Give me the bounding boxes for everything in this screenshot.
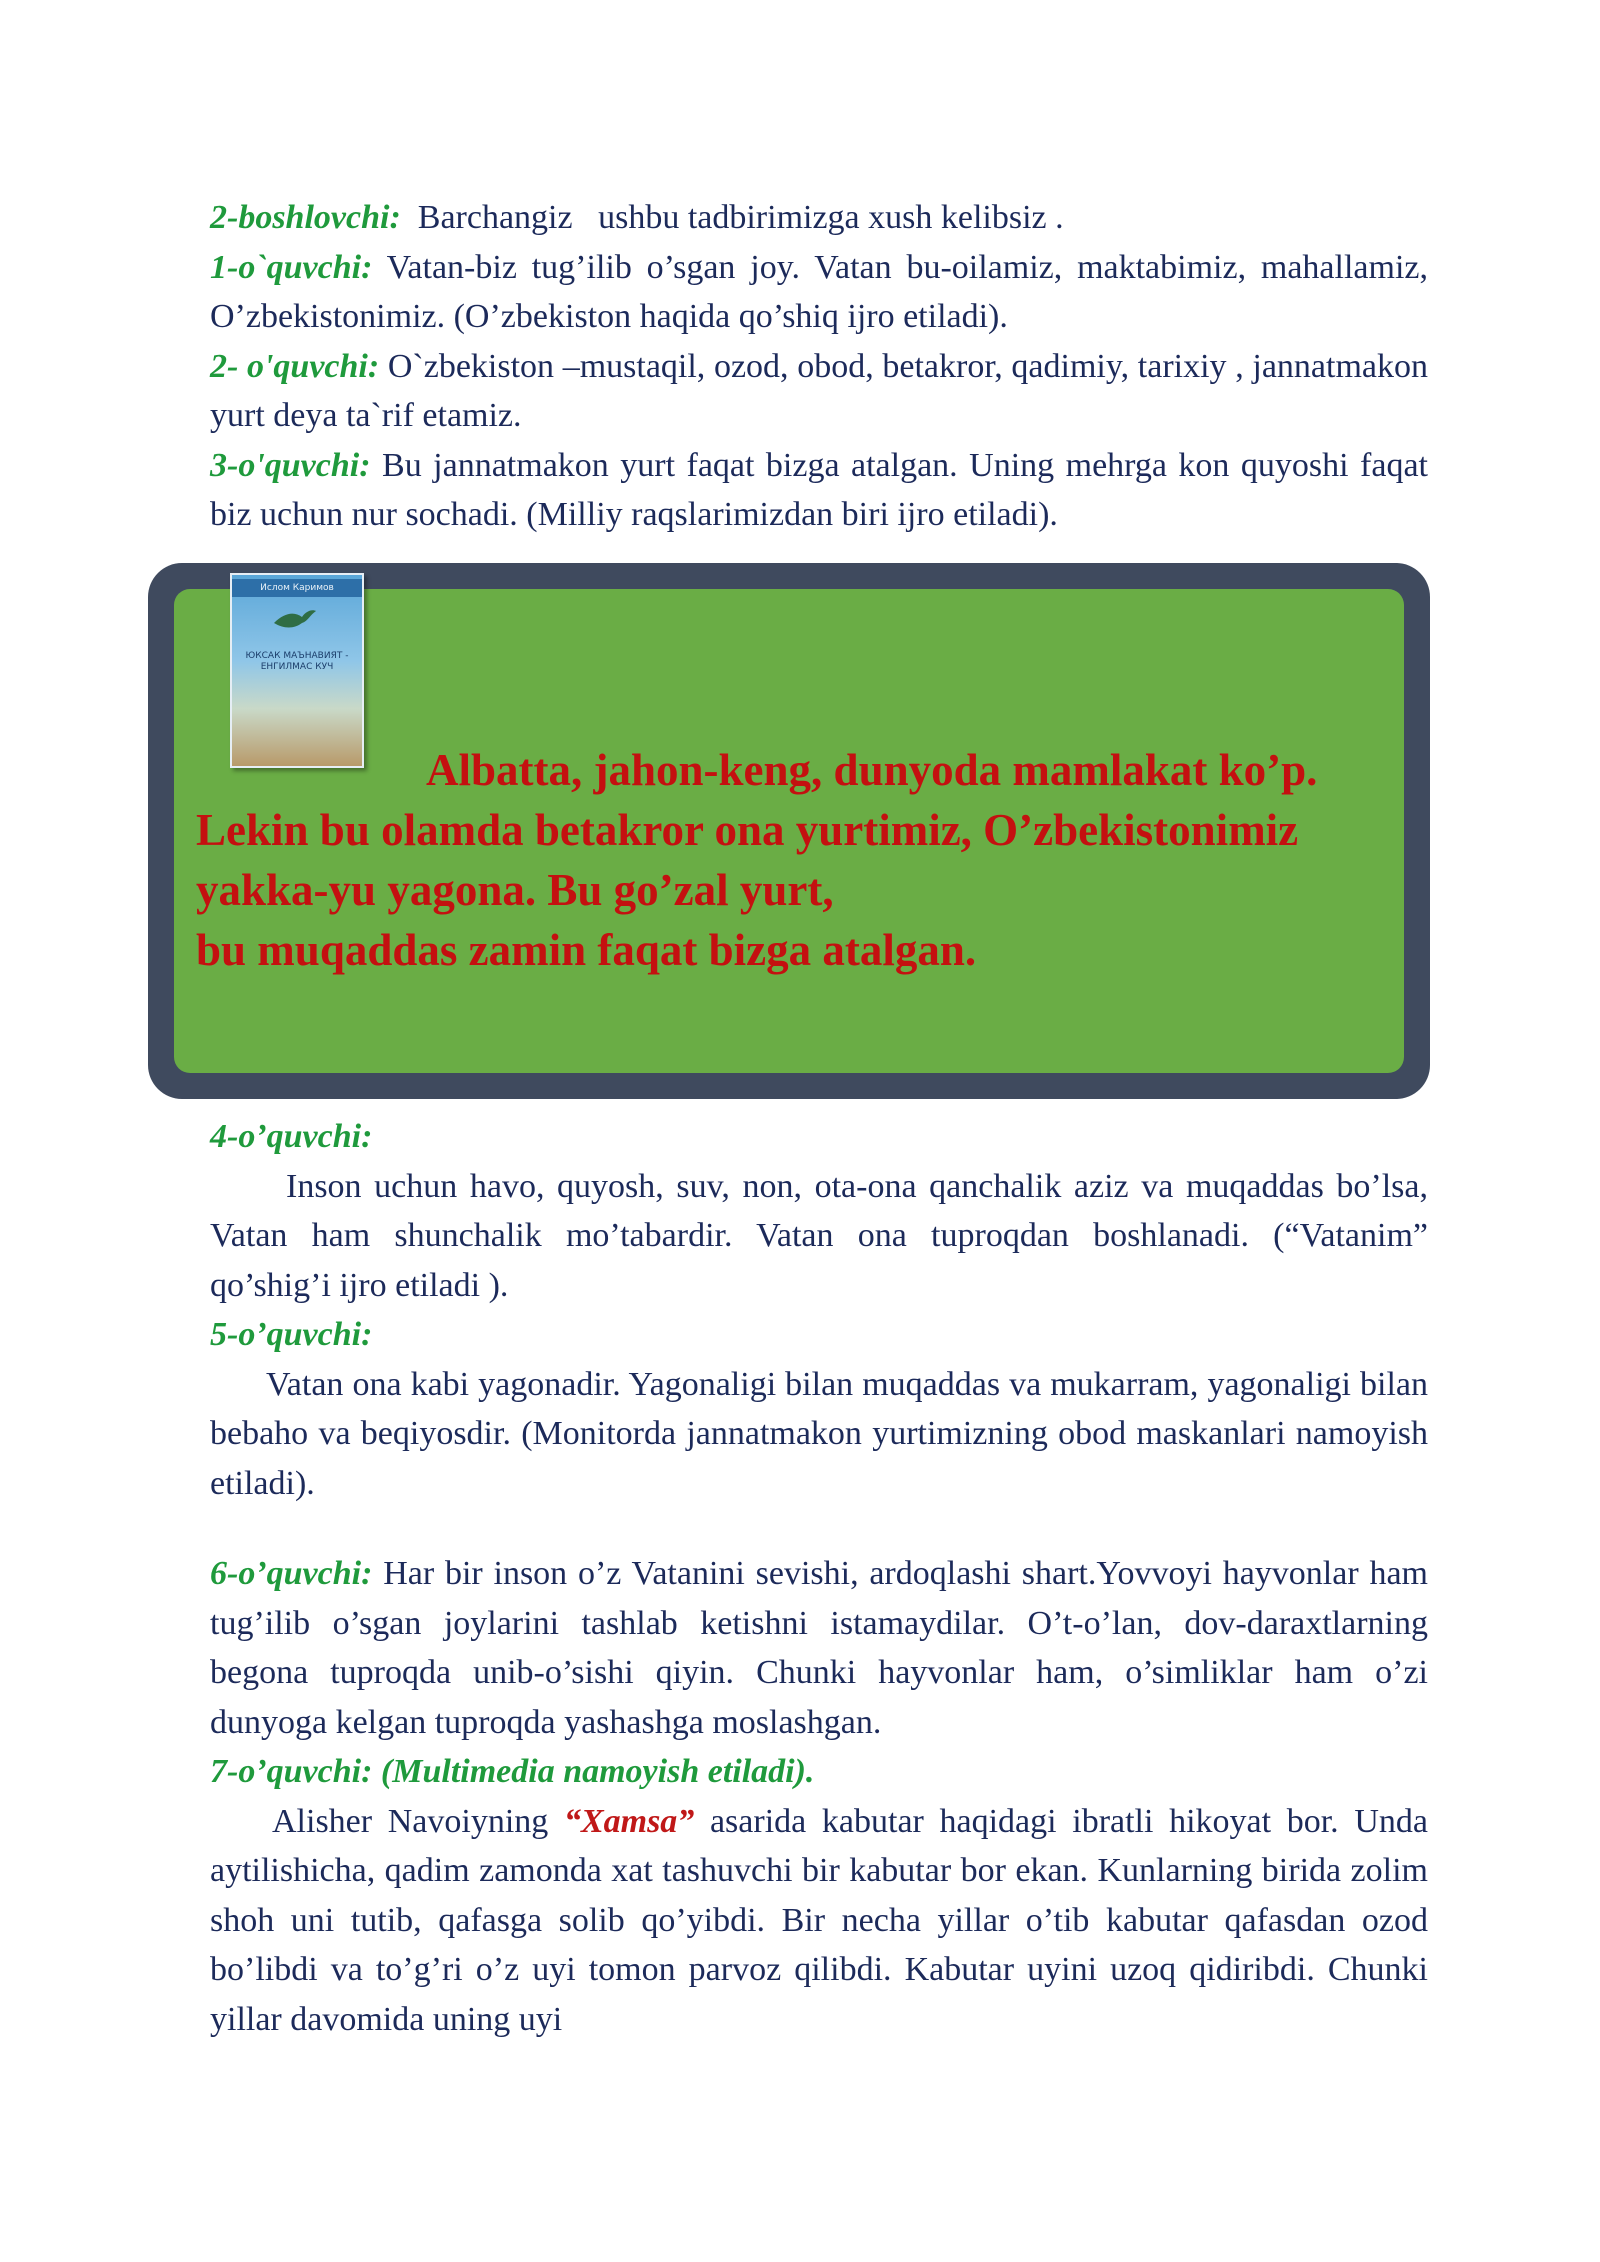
paragraph-text: Bu jannatmakon yurt faqat bizga atalgan. Uning mehrga kon quyoshi faqat biz uchun nur sochadi. (Milliy raqslarimizdan biri ijro etiladi). (210, 446, 1428, 533)
paragraph-text: Vatan-biz tug’ilib o’sgan joy. Vatan bu-oilamiz, maktabimiz, mahallamiz, O’zbekistonimiz. (O’zbekiston haqida qo’shiq ijro etiladi). (210, 248, 1428, 335)
speaker-label: 4-o’quvchi: (210, 1118, 373, 1155)
speaker-label: 2- o'quvchi: (210, 347, 380, 385)
paragraph-quvchi-1 (210, 243, 1428, 342)
paragraph-quvchi-6 (210, 1549, 1428, 1747)
book-title-xamsa: “Xamsa” (563, 1802, 695, 1840)
speaker-label: 1-o`quvchi: (210, 248, 373, 286)
quote-line: Lekin bu olamda betakror ona yurtimiz, O’zbekistonimiz (196, 805, 1299, 855)
paragraph-boshlovchi (210, 193, 1428, 243)
quote-line: yakka-yu yagona. Bu go’zal yurt, (196, 865, 834, 915)
quote-line: Albatta, jahon-keng, dunyoda mamlakat ko’p. (426, 745, 1318, 795)
speaker-heading-4 (210, 1112, 1428, 1162)
speaker-heading-5 (210, 1310, 1428, 1360)
paragraph-quvchi-5: Vatan ona kabi yagonadir. Yagonaligi bilan muqaddas va mukarram, yagonaligi bilan bebaho va beqiyosdir. (Monitorda jannatmakon yurtimizning obod maskanlari namoyish etiladi). (210, 1365, 1428, 1502)
paragraph-quvchi-4: Inson uchun havo, quyosh, suv, non, ota-ona qanchalik aziz va muqaddas bo’lsa, Vatan ham shunchalik mo’tabardir. Vatan ona tuproqdan boshlanadi. (“Vatanim” qo’shig’i ijro etiladi ). (210, 1167, 1428, 1304)
paragraph-xamsa (210, 1797, 1428, 2045)
quote-line: bu muqaddas zamin faqat bizga atalgan. (196, 925, 977, 975)
paragraph-text: asarida kabutar haqidagi ibratli hikoyat bor. Unda aytilishicha, qadim zamonda xat tashuvchi bir kabutar bor ekan. Kunlarning birida zolim shoh uni tutib, qafasga solib qo’yibdi. Bir necha yillar o’tib kabutar qafasdan ozod bo’libdi va to’g’ri o’z uyi tomon parvoz qilibdi. Kabutar uyini uzoq qidiribdi. Chunki yillar davomida uning uyi (210, 1802, 1428, 2038)
blank-line (210, 1508, 1428, 1549)
book-title: ЮКСАК МАЪНАВИЯТ - ЕНГИЛМАС КУЧ (245, 651, 349, 672)
speaker-label: 6-o’quvchi: (210, 1555, 373, 1592)
paragraph-text: Har bir inson o’z Vatanini sevishi, ardoqlashi shart.Yovvoyi hayvonlar ham tug’ilib o’sgan joylarini tashlab ketishni istamaydilar. O’t-o’lan, dov-daraxtlarning begona tuproqda unib-o’sishi qiyin. Chunki hayvonlar ham, o’simliklar ham o’zi dunyoga kelgan tuproqda yashashga moslashgan. (210, 1555, 1428, 1741)
paragraph-quvchi-3 (210, 441, 1428, 540)
paragraph-quvchi-2 (210, 342, 1428, 441)
speaker-label: 3-o'quvchi: (210, 446, 371, 484)
paragraph-text: Barchangiz ushbu tadbirimizga xush kelibsiz . (400, 199, 1064, 236)
speaker-label: 2-boshlovchi: (210, 199, 401, 236)
paragraph-text: Alisher Navoiyning (272, 1802, 564, 1840)
main-text-block (210, 1112, 1428, 2044)
intro-text-block (210, 193, 1428, 540)
paragraph-text: O`zbekiston –mustaqil, ozod, obod, betakror, qadimiy, tarixiy , jannatmakon yurt deya ta`rif etamiz. (210, 347, 1428, 434)
book-author: Ислом Каримов (232, 579, 362, 597)
speaker-label: 7-o’quvchi: (Multimedia namoyish etiladi). (210, 1753, 815, 1790)
book-cover-image (230, 573, 364, 768)
speaker-label: 5-o’quvchi: (210, 1316, 373, 1353)
dove-icon (272, 605, 318, 635)
speaker-heading-7 (210, 1747, 1428, 1797)
